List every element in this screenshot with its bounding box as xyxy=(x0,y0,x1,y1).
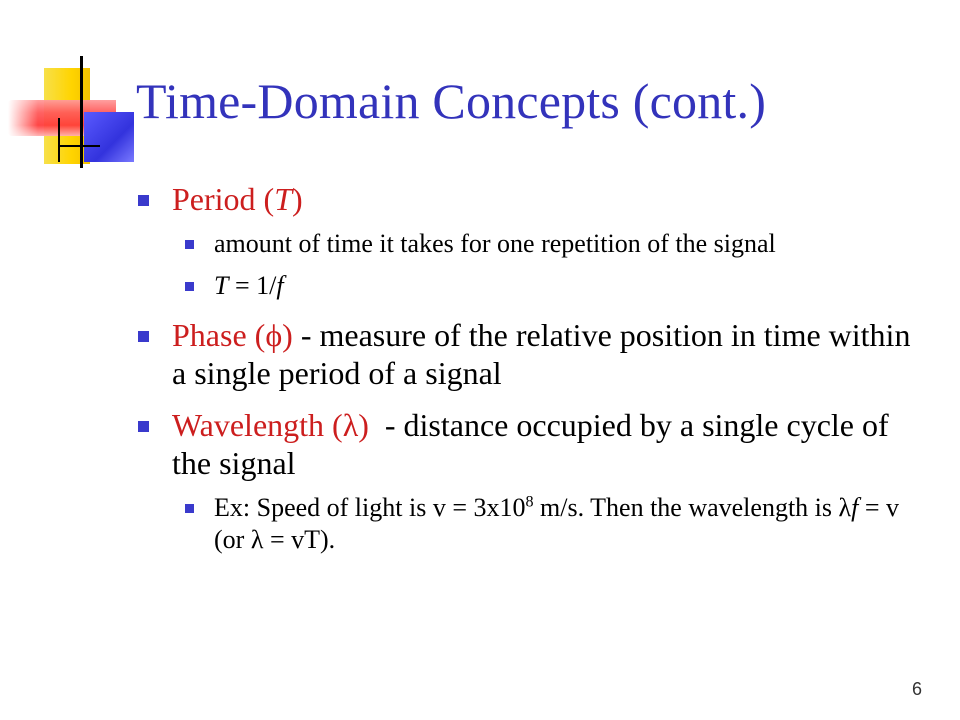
corner-ornament xyxy=(0,0,140,175)
example-text-c: = v (or xyxy=(214,493,900,554)
slide-title: Time-Domain Concepts (cont.) xyxy=(136,73,767,129)
ornament-blue-square xyxy=(84,112,134,162)
phase-description: - measure of the relative position in time within a single period of a signal xyxy=(172,317,911,391)
slide-body xyxy=(136,170,926,556)
bullet-period-formula xyxy=(136,270,926,302)
phase-close: ) xyxy=(282,317,293,353)
bullet-square-icon xyxy=(138,195,149,206)
phase-label: Phase ( xyxy=(172,317,266,353)
sub-bullet-square-icon xyxy=(185,240,194,249)
ornament-horizontal-line xyxy=(60,145,100,147)
wavelength-label: Wavelength ( xyxy=(172,407,343,443)
formula-f: f xyxy=(276,271,284,300)
bullet-phase xyxy=(136,316,926,392)
ornament-red-fade xyxy=(8,100,38,136)
period-definition-text: amount of time it takes for one repetition of the signal xyxy=(214,229,776,258)
example-text-b: m/s. Then the wavelength is xyxy=(533,493,839,522)
period-close: ) xyxy=(292,181,303,217)
period-symbol: T xyxy=(274,181,292,217)
bullet-wavelength xyxy=(136,406,926,482)
example-text-d: = vT). xyxy=(263,525,336,554)
bullet-wavelength-example xyxy=(136,492,926,556)
bullet-square-icon xyxy=(138,421,149,432)
example-exponent: 8 xyxy=(525,493,534,511)
bullet-period-definition xyxy=(136,228,926,260)
ornament-vertical-line xyxy=(80,56,83,168)
period-label: Period ( xyxy=(172,181,275,217)
bullet-period xyxy=(136,180,926,218)
formula-T: T xyxy=(214,271,229,300)
example-text-a: Ex: Speed of light is v = 3x10 xyxy=(214,493,526,522)
example-f: f xyxy=(851,493,859,522)
phase-symbol: ϕ xyxy=(265,317,283,353)
ornament-vertical-line-short xyxy=(58,118,60,162)
example-lambda-1: λ xyxy=(838,493,852,522)
formula-equals: = 1/ xyxy=(228,271,277,300)
sub-bullet-square-icon xyxy=(185,504,194,513)
wavelength-description: - distance occupied by a single cycle of the signal xyxy=(172,407,897,481)
wavelength-symbol: λ xyxy=(342,407,359,443)
wavelength-close: ) xyxy=(358,407,369,443)
bullet-square-icon xyxy=(138,331,149,342)
sub-bullet-square-icon xyxy=(185,282,194,291)
page-number: 6 xyxy=(911,679,922,699)
example-lambda-2: λ xyxy=(250,525,264,554)
